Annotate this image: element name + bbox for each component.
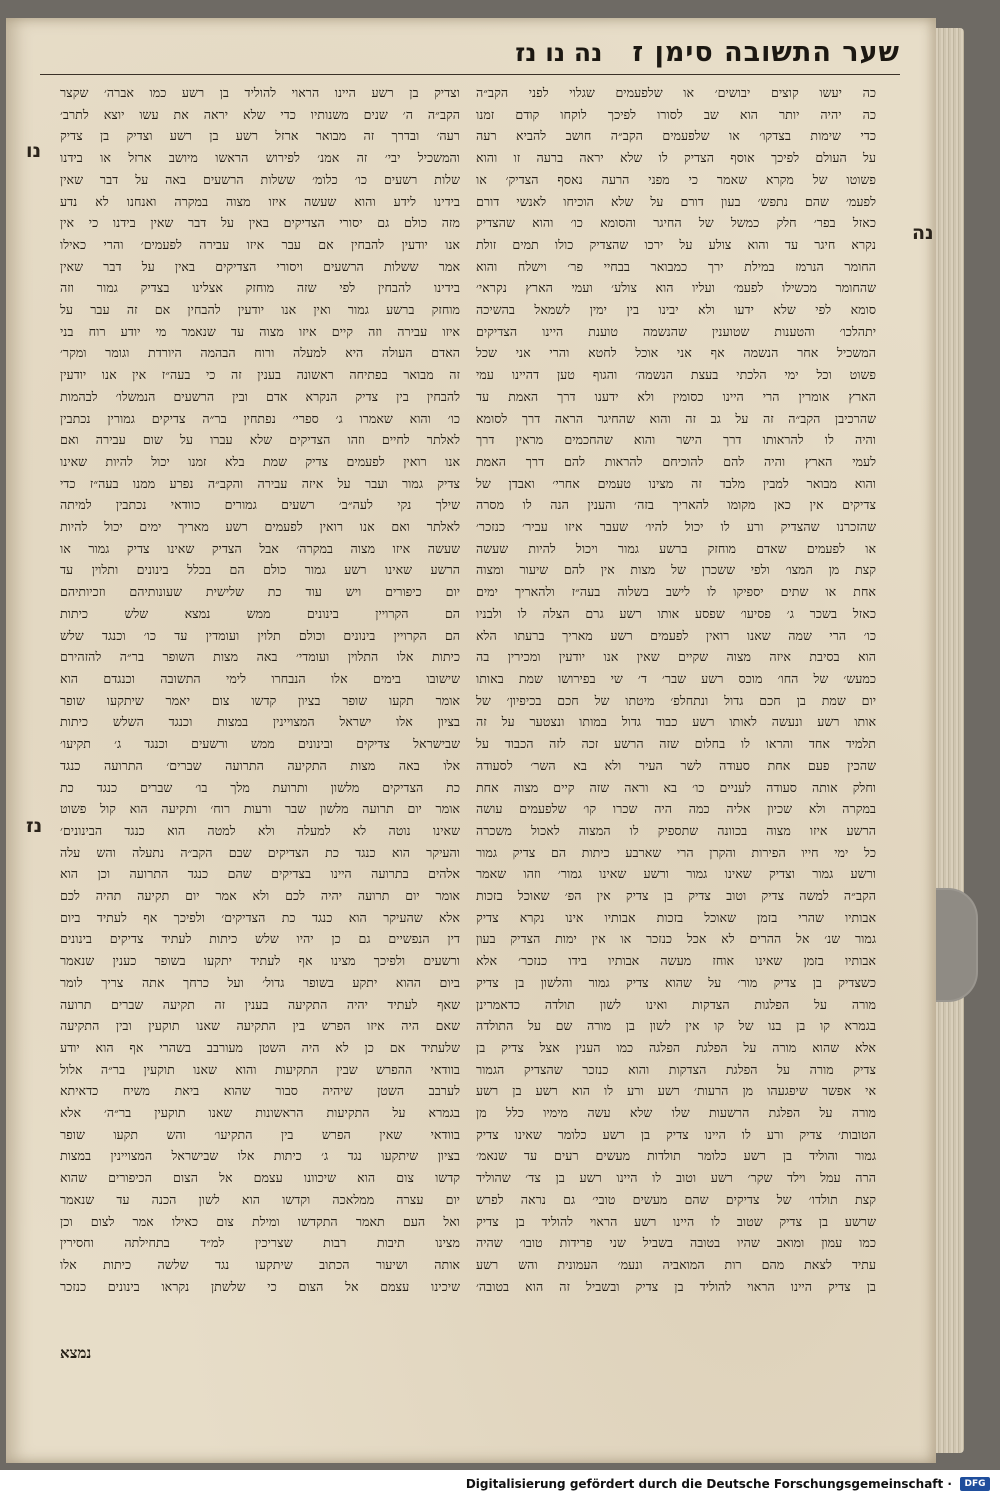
text-line: שישובו בימים אלו הנבחרו לימי התשובה וכנגדם הוא xyxy=(60,670,460,686)
text-line: לערבב השטן שיהיה סבור שהוא ביאת משיח כדאיתא xyxy=(60,1083,460,1099)
text-line: כה יעשו קוצים יבושים׳ או שלפעמים שגלוי לפני הקב״ה xyxy=(476,85,876,100)
text-line: פשוט וכל ימי הלכתי בעצת הנשמה׳ והגוף טען דהיינו עמי xyxy=(476,367,876,383)
running-header xyxy=(40,30,900,75)
text-line: אבותיו שהרי בזמן שאוכל בזכות אבותיו אינו נקרא צדיק xyxy=(476,909,876,925)
text-line: שאם היה איזו הפרש בין התקיעה שאנו תוקעין ובין התקיעה xyxy=(60,1018,460,1034)
text-line: הרה עמל וילד שקר׳ רשע וטוב לו היינו רשע בן צד׳ שהוליד xyxy=(476,1170,876,1186)
text-line: מצינו תיבות רבות שצריכין למ״ד בתחילתה וחסירין xyxy=(60,1235,460,1251)
margin-mark-nz: נז xyxy=(26,815,43,837)
text-line: החומר הנרמז במילת ירך כמבואר בבחיי פר׳ וישלח והוא xyxy=(476,258,876,274)
text-line: שלות רשעים כו׳ כלומ׳ ששלות הרשעים באה על דבר שאין xyxy=(60,171,460,187)
text-line: שבישראל צדיקים ובינונים ממש ורשעים וכנגד ג׳ תקיעו׳ xyxy=(60,736,460,752)
text-line: קצת תולדו׳ של צדיקים שהם מעשים טובי׳ גם נראה לפרש xyxy=(476,1191,876,1207)
text-line: לאלתר לחיים וזהו הצדיקים שלא עברו על שום עבירה ואם xyxy=(60,432,460,448)
text-line: צדיק גמור ועבר על איזה עבירה והקב״ה נפרע ממנו בעה״ז כדי xyxy=(60,475,460,491)
text-line: בציון שיתקעו נגד ג׳ כיתות אלו שבישראל המצויינין במצות xyxy=(60,1148,460,1164)
catchword: נמצא xyxy=(60,1344,92,1362)
text-column-left xyxy=(60,82,460,1332)
text-line: אנו רואין לפעמים צדיק שמת בלא זמנו יכול להיות שאינו xyxy=(60,453,460,469)
text-line: יתהלכו׳ והטענות שטוענין שהנשמה טוענת היינו הצדיקים xyxy=(476,323,876,339)
text-line: או לפעמים שאדם מוחזק ברשע גמור ויכול להיות שעשה xyxy=(476,540,876,556)
text-line: שילך נקי לעה״ב׳ רשעים גמורים כוודאי נכתבין למיתה xyxy=(60,497,460,513)
text-line: והוא מבואר למבין מלבד זה מצינו טעמים אחרי׳ ואבדן של xyxy=(476,475,876,491)
text-line: ורשע גמור וצדיק שאינו גמור ורשע שאינו גמור׳ וזהו שאמר xyxy=(476,866,876,882)
text-line: אבותיו בזמן שאינו אוחז מעשה אבותיו בידו כנזכר׳ אלא xyxy=(476,953,876,969)
text-line: על העולם לפיכך אוסף הצדיק לו שלא יראה ברעה זו והוא xyxy=(476,150,876,166)
text-line: צדיקים אין כאן מקומו להאריך בזה׳ והענין הנה לו מסרה xyxy=(476,497,876,513)
text-line: אלא שהוא מורה על הפלגת הפלגה כמו הענין אצל צדיק בן xyxy=(476,1039,876,1055)
text-line: אותו רשע ונעשה לאותו רשע כבוד גדול במותו ונצטער על זה xyxy=(476,714,876,730)
text-line: צדיק מורה על הפלגת הצדקות והוא כנזכר שהצדיק הגמור xyxy=(476,1061,876,1077)
text-line: תלמיד אחד והראו לו בחלום שזה הרשע זכה לזה הכבוד על xyxy=(476,736,876,752)
text-line: בוודאי שאין הפרש בין התקיעו׳ והש תקעו שופר xyxy=(60,1126,460,1142)
text-line: בגמרא על התקיעות הראשונות שאנו תוקעין בר״ה׳ אלא xyxy=(60,1105,460,1121)
text-line: הקב״ה למשה צדיק וטוב צדיק בן צדיק אין הפ׳ שאוכל בזכות xyxy=(476,888,876,904)
text-line: גמור והוליד בן רשע כלומר תולדות מעשים רעים עד שנאמ׳ xyxy=(476,1148,876,1164)
text-line: וצדיק בן רשע היינו הראוי להוליד בן רשע כמו אברה׳ שקצר xyxy=(60,85,460,100)
text-line: מורה על הפלגות הצדקות ואינו לשון תולדה כדאמרינן xyxy=(476,996,876,1012)
text-line: אומר תקעו שופר בציון קדשו צום יאמר שיתקעו שופר xyxy=(60,692,460,708)
text-line: סומא לפי שלא ידעו ולא יבינו בין ימין לשמאל בהשיכה xyxy=(476,302,876,318)
text-line: מוחזק ברשע גמור ואין אנו יודעין להבחין אם זה עבר על xyxy=(60,302,460,318)
text-line: איזו עבירה וזה קיים איזו מצוה עד שנאמר מי יודע רוח בני xyxy=(60,323,460,339)
text-line: כת הצדיקים מלשון ותרועת מלך בו׳ שברים כנגד כת xyxy=(60,779,460,795)
text-line: מורה על הפלגת הרשעות שלו שלא עשה מימיו כלל מן xyxy=(476,1105,876,1121)
text-line: אמר ששלות הרשעים ויסורי הצדיקים באין על דבר שאין xyxy=(60,258,460,274)
text-line: הקב״ה ה׳ שנים משנותיו כדי שלא יראה את עשו יוצא לתרב׳ xyxy=(60,106,460,122)
dfg-logo: DFG xyxy=(960,1477,990,1491)
text-line: כמעש׳ של החו׳ מוכס רשע שבר׳ ד׳ שי בפירושו שמת באותו xyxy=(476,670,876,686)
text-line: אי אפשר שיפגעהו מן הרעות׳ רשע ורע לו הוא רשע בן רשע xyxy=(476,1083,876,1099)
text-line: כל ימי חייו הפירות והקרן הרי שארבע כיתות הם צדיק גמור xyxy=(476,844,876,860)
text-line: שלעתיד אם כן לא היה השטן מעורבב בשהרי אף הוא יודע xyxy=(60,1039,460,1055)
text-line: לפעמ׳ שהם נתפש׳ בעון דורם על שלא הוכיחו לאנשי דורם xyxy=(476,193,876,209)
text-line: אחת או שתים יספיקו לו לישב בשלוה בעה״ז ולהאריך ימים xyxy=(476,584,876,600)
text-line: הארץ אומרין הרי היינו כסומין ולא ידענו דרך האמת עד xyxy=(476,388,876,404)
margin-mark-nah: נה xyxy=(912,222,934,244)
text-line: יום שמת בן חכם גדול ונתחלפ׳ מיטתו של חכם בכיפיון׳ של xyxy=(476,692,876,708)
text-line: בוודאי ההפרש שבין התקיעות והוא שאנו תוקעין בר״ה אלול xyxy=(60,1061,460,1077)
digitization-footer xyxy=(0,1470,1000,1497)
text-line: בגמרא קו בן בנו של קו אין לשון בן מורה שם על התולדה xyxy=(476,1018,876,1034)
text-line: בידינו להבחין לפי שזה מוחזק אצלינו בצדיק גמור וזה xyxy=(60,280,460,296)
text-line: ביום ההוא יתקע בשופר גדול׳ ועל כרחך אתה צריך לומר xyxy=(60,974,460,990)
text-line: במקרה ולא שכיון אליה כמה היה שכרו קו׳ שלפעמים עושה xyxy=(476,801,876,817)
text-line: הרשע שאינו רשע גמור כולם הם בכלל בינונים ותלוין עד xyxy=(60,562,460,578)
text-line: כדי שימות בצדקו׳ או שלפעמים הקב״ה חושב להביא רעה xyxy=(476,128,876,144)
text-line: דין הנפשיים גם כן יהיו שלש כיתות לעתיד צדיקים בינונים xyxy=(60,931,460,947)
text-line: להבחין בין צדיק הנקרא אדם ובין הרשעים הנמשלו׳ לבהמות xyxy=(60,388,460,404)
text-line: שעשה איזו מצוה במקרה׳ אבל הצדיק שאינו צדיק גמור או xyxy=(60,540,460,556)
text-line: שאף לעתיד יהיה התקיעה בענין זה תקיעה שברים תרועה xyxy=(60,996,460,1012)
text-line: שהזכרנו שהצדיק ורע לו יכול להיו׳ שעבר איזו עביר׳ כנזכר׳ xyxy=(476,519,876,535)
text-line: כשצדיק בן צדיק מור׳ על שהוא צדיק גמור והלשון בן צדיק xyxy=(476,974,876,990)
text-line: כו׳ והוא שאמרו ג׳ ספרי׳ נפתחין בר״ה צדיקים גמורין נכתבין xyxy=(60,410,460,426)
margin-mark-nu: נו xyxy=(26,140,42,162)
text-line: בן צדיק היינו הראוי להוליד בן צדיק ובשביל זה הוא בטובה׳ xyxy=(476,1278,876,1294)
text-line: שהכין פעם אחת סעודה לשר העיר ולא בא השר׳ לסעודה xyxy=(476,757,876,773)
footer-credit-text: Digitalisierung gefördert durch die Deutsche Forschungsgemeinschaft · xyxy=(465,1476,952,1491)
text-line: שיכינו עצמם אל הצום כי שלשתן נקראו בינונים כנזכר xyxy=(60,1278,460,1294)
text-line: שרשע בן צדיק שטוב לו היינו רשע הראוי להוליד בן צדיק xyxy=(476,1213,876,1229)
text-line: שהרכיבן הקב״ה זה על גב זה והוא שהחיגר הראה דרך לסומא xyxy=(476,410,876,426)
text-line: בציון אלו ישראל המצויינין במצות וכנגד השלש כיתות xyxy=(60,714,460,730)
text-line: זה מבואר בפתיחה ראשונה בענין זה כי בעה״ז אין אנו יודעין xyxy=(60,367,460,383)
text-line: אלהים בתרועה היינו בצדיקים שהם כנגד התרועה וכן הוא xyxy=(60,866,460,882)
text-line: ואל העם תאמר התקדשו ומילת צום כאילו אמר לצום וכן xyxy=(60,1213,460,1229)
text-line: אלא שהעיקר הוא כנגד כת הצדיקים׳ ולפיכך אף לעתיד ביום xyxy=(60,909,460,925)
text-line: והעיקר הוא כנגד כת הצדיקים שבם הקב״ה נתעלה והש עלה xyxy=(60,844,460,860)
header-folio: נה נו נז xyxy=(515,37,603,67)
text-line: פשוטו של מקרא שאמר כי מפני הרעה נאסף הצדיק׳ או xyxy=(476,171,876,187)
text-line: אנו יודעין להבחין אם עבר איזו עבירה לפעמים׳ והרי כאילו xyxy=(60,236,460,252)
text-line: הרשע איזו מצוה בכוונה שתספיק לו המצוה לאכול משכרה xyxy=(476,822,876,838)
text-line: קצת מן המצו׳ ולפי ששכרן של מצות אין להם שיעור ומצוה xyxy=(476,562,876,578)
text-line: רעה׳ ובדרך זה מבואר ארזל רשע בן רשע וצדיק בן צדיק xyxy=(60,128,460,144)
text-line: מזה כולם גם יסורי הצדיקים באין על דבר שאין בידנו כי אין xyxy=(60,215,460,231)
text-line: הם הקרויין בינונים וכולם תלוין ועומדין עד כו׳ וכנגד שלש xyxy=(60,627,460,643)
text-line: המשכיל אחר הנשמה אף אני אוכל לחטא והרי אני שכל xyxy=(476,345,876,361)
text-line: כמו עמון ומואב שהיו בטובה בשביל שני פרידות טובו׳ שהיה xyxy=(476,1235,876,1251)
text-line: והיה לו להראותו דרך הישר והוא שהחכמים מראין דרך xyxy=(476,432,876,448)
text-line: שאינו נוטה לא למעלה ולא למטה הוא כנגד הבינונים׳ xyxy=(60,822,460,838)
text-line: ורשעים ולפיכך מצינו אף לעתיד יתקעו בשופר כענין שנאמר xyxy=(60,953,460,969)
text-line: בידינו לידע והוא שעשה איזו מצוה במקרה ואנחנו לא נדע xyxy=(60,193,460,209)
text-line: גמור שנ׳ אל ההרים לא אכל כנזכר או אין ימות הצדיק בעון xyxy=(476,931,876,947)
text-line: וחלק אותה סעודה לעניים כו׳ בא וראה שזה קיים מצוה אחת xyxy=(476,779,876,795)
text-column-right xyxy=(476,82,876,1332)
text-line: נקרא חיגר עד והוא צולע על ירכו שהצדיק כולו תמים זולת xyxy=(476,236,876,252)
text-line: אומר יום תרועה מלשון שבר ורעות רוח׳ ותקיעה הוא קול פשוט xyxy=(60,801,460,817)
text-line: קדשו צום הוא שיכוונו עצמם אל הצום הכיפורים שהוא xyxy=(60,1170,460,1186)
text-line: אלו באה מצות התקיעה התרועה שברים׳ התרועה כנגד xyxy=(60,757,460,773)
text-line: יום עצרה ממלאכה וקדשו הוא לשון הכנה עד שנאמר xyxy=(60,1191,460,1207)
text-line: כה יהיה יותר הוא שב לסורו לפיכך לוקחו קודם זמנו xyxy=(476,106,876,122)
text-line: הם הקרויין בינונים ממש נמצא שלש כיתות xyxy=(60,605,460,621)
text-line: הוא בסיבת איזה מצוה שקיים שאין אנו יודעין ומכירין בה xyxy=(476,649,876,665)
text-line: עתיד לצאת מהם רות המואביה ונעמ׳ העמונית והש רשע xyxy=(476,1256,876,1272)
text-line: הטובות׳ צדיק ורע לו היינו צדיק בן רשע כלומר שאינו צדיק xyxy=(476,1126,876,1142)
text-line: לאלתר ואם אנו רואין לפעמים רשע מאריך ימים יכול להיות xyxy=(60,519,460,535)
page-stack-edge xyxy=(936,28,964,1453)
header-title: שער התשובה סימן ז xyxy=(632,36,900,68)
text-line: האדם העולה היא למעלה ורוח הבהמה היורדת וגומר ומקר׳ xyxy=(60,345,460,361)
text-line: כאזל בשכר ג׳ פסיעו׳ שפסע אותו רשע גרם הצלה לו ולבניו xyxy=(476,605,876,621)
text-line: כיתות אלו התלוין ועומדי׳ באה מצות השופר בר״ה להזהירם xyxy=(60,649,460,665)
text-line: לעמי הארץ והיה להם להוכיחם להראות להם דרך האמת xyxy=(476,453,876,469)
text-line: אותה ושיעור הכתוב שיתקעו נגד שלשה כיתות אלו xyxy=(60,1256,460,1272)
text-line: והמשכיל יבי׳ זה אמנ׳ לפירוש הראשו מיושב ארזל או בידנו xyxy=(60,150,460,166)
text-line: יום כיפורים ויש עוד כת שלישית שעונותיהם וזכיותיהם xyxy=(60,584,460,600)
text-line: אומר יום תרועה יהיה לכם ולא אמר יום תקיעה תהיה לכם xyxy=(60,888,460,904)
text-line: שהחומר מכשילו לפעמ׳ ועליו הוא צולע׳ ועמי הארץ נקראי׳ xyxy=(476,280,876,296)
text-line: כו׳ הרי שמה שאנו רואין לפעמים רשע מאריך ברעתו הלא xyxy=(476,627,876,643)
text-line: כאזל בפר׳ חלק כמשל של החיגר והסומא כו׳ והוא שהצדיק xyxy=(476,215,876,231)
